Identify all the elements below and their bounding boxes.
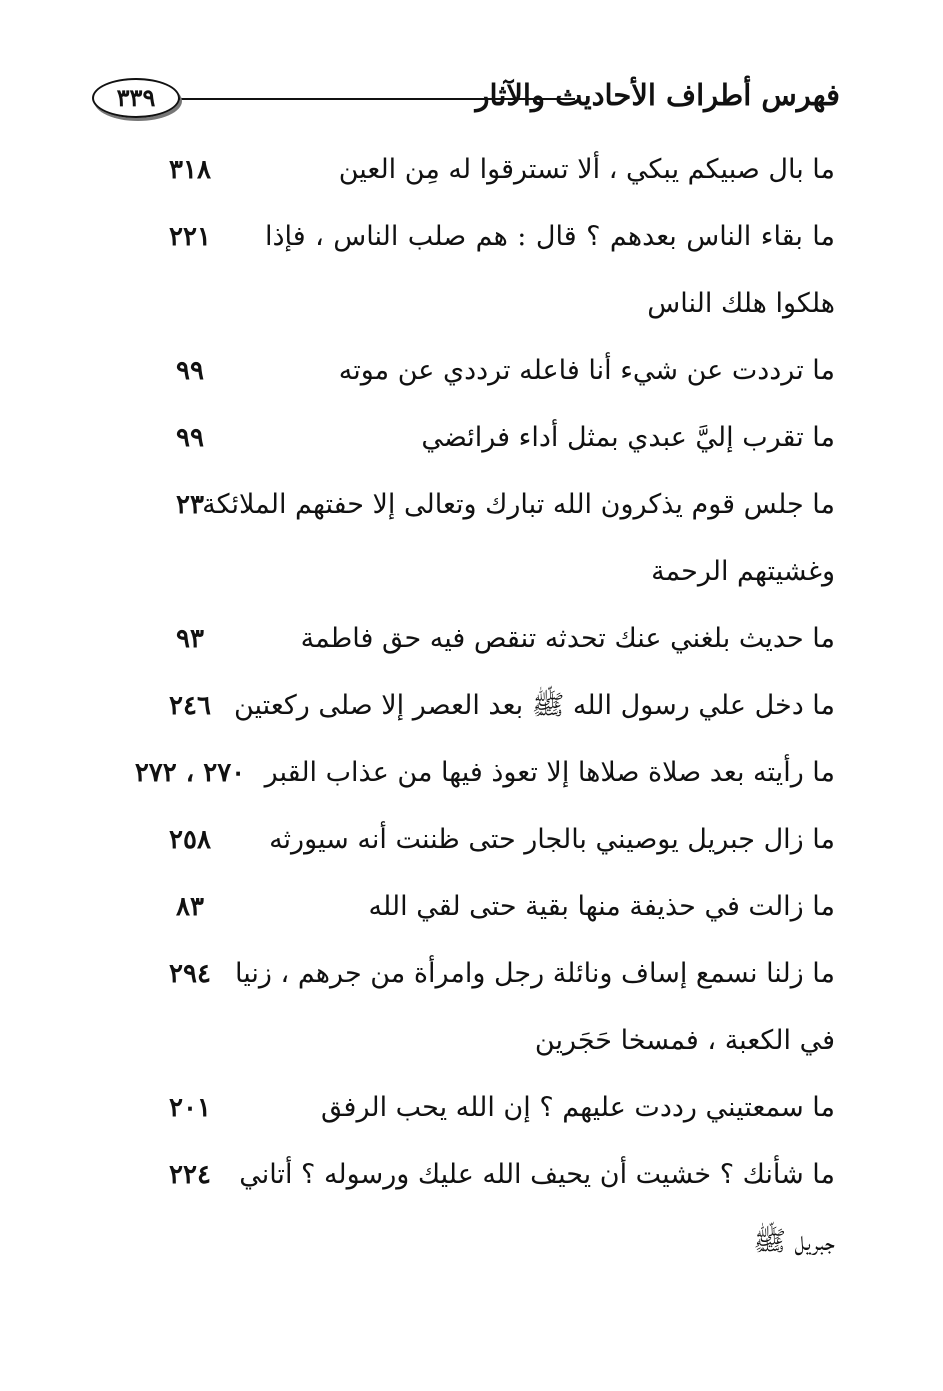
index-entry [0,341,943,408]
hadith-text: ما جلس قوم يذكرون الله تبارك وتعالى إلا حفتهم الملائكة [202,489,835,520]
hadith-text: في الكعبة ، فمسخا حَجَرين [534,1025,835,1056]
entry-first-line [0,609,943,676]
hadith-text: ما رأيته بعد صلاة صلاها إلا تعوذ فيها من عذاب القبر [264,757,835,788]
page-reference: ٢٢١ [169,222,211,252]
hadith-text: ما زالت في حذيفة منها بقية حتى لقي الله [368,891,835,922]
hadith-text: ما دخل علي رسول الله ﷺ بعد العصر إلا صلى ركعتين [233,690,835,721]
page-reference: ٢٤٦ [169,691,211,721]
entry-continuation-line [0,1212,943,1279]
entry-continuation-line [0,274,943,341]
index-entry [0,207,943,341]
entry-continuation-line [0,1011,943,1078]
page-reference: ٩٩ [176,356,204,386]
entry-first-line [0,810,943,877]
entry-first-line [0,1145,943,1212]
entry-first-line [0,475,943,542]
hadith-text: جبريل ﷺ [753,1226,835,1257]
index-entry [0,810,943,877]
hadith-text: ما بقاء الناس بعدهم ؟ قال : هم صلب الناس ، فإذا [265,221,835,252]
page-reference: ٩٩ [176,423,204,453]
index-entry [0,408,943,475]
running-header [92,72,840,118]
page-reference: ٣١٨ [169,155,211,185]
index-title: فهرس أطراف الأحاديث والآثار [475,78,840,112]
entry-first-line [0,341,943,408]
hadith-text: ما حديث بلغني عنك تحدثه تنقص فيه حق فاطمة [300,623,835,654]
hadith-text: ما بال صبيكم يبكي ، ألا تسترقوا له مِن العين [338,154,835,185]
hadith-text: ما تقرب إليَّ عبدي بمثل أداء فرائضي [421,422,835,453]
page-reference: ٨٣ [176,892,204,922]
hadith-text: ما ترددت عن شيء أنا فاعله ترددي عن موته [338,355,835,386]
page-reference: ٢٥٨ [169,825,211,855]
index-entry [0,877,943,944]
page-reference: ٢٧٠ ، ٢٧٢ [134,758,246,788]
entry-first-line [0,877,943,944]
page-reference: ٢٠١ [169,1093,211,1123]
index-entry [0,609,943,676]
page-reference: ٩٣ [176,624,204,654]
index-entry [0,743,943,810]
page-number-badge: ٣٣٩ [92,78,180,118]
entry-first-line [0,140,943,207]
hadith-text: ما زلنا نسمع إساف ونائلة رجل وامرأة من جرهم ، زنيا [235,958,835,989]
hadith-text: هلكوا هلك الناس [647,288,835,319]
entry-first-line [0,944,943,1011]
entry-first-line [0,1078,943,1145]
hadith-text: ما سمعتيني رددت عليهم ؟ إن الله يحب الرفق [321,1092,835,1123]
index-entry [0,475,943,609]
entry-first-line [0,408,943,475]
hadith-text: وغشيتهم الرحمة [651,556,835,587]
entry-first-line [0,743,943,810]
index-entry [0,1145,943,1279]
page-reference: ٢٩٤ [169,959,211,989]
page-reference: ٢٣ [176,490,204,520]
hadith-index-list [0,140,943,1279]
page-reference: ٢٢٤ [169,1160,211,1190]
index-entry [0,676,943,743]
header-rule [178,98,575,100]
hadith-text: ما زال جبريل يوصيني بالجار حتى ظننت أنه سيورثه [269,824,835,855]
entry-first-line [0,676,943,743]
index-entry [0,140,943,207]
entry-first-line [0,207,943,274]
hadith-text: ما شأنك ؟ خشيت أن يحيف الله عليك ورسوله ؟ أتاني [239,1159,835,1190]
index-entry [0,944,943,1078]
entry-continuation-line [0,542,943,609]
index-entry [0,1078,943,1145]
